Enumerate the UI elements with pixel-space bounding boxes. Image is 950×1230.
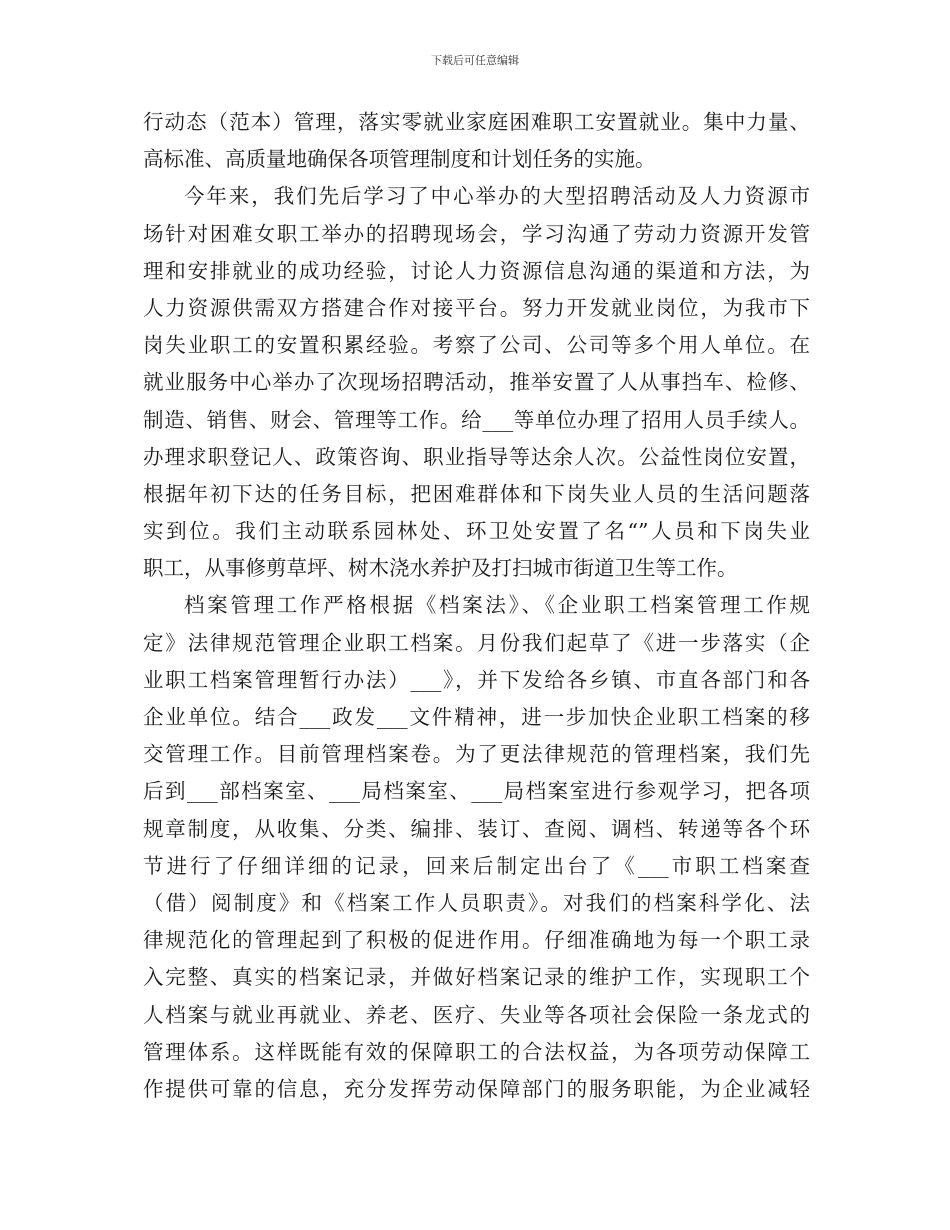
paragraph-1: [143, 104, 810, 178]
text-line: 办理求职登记人、政策咨询、职业指导等达余人次。公益性岗位安置，: [143, 444, 810, 469]
text-line: 场针对困难女职工举办的招聘现场会，学习沟通了劳动力资源开发管: [143, 221, 810, 246]
text-line: 高标准、高质量地确保各项管理制度和计划任务的实施。: [143, 147, 656, 172]
text-line: 档案管理工作严格根据《档案法》、《企业职工档案管理工作规: [184, 593, 810, 618]
text-line: 职工，从事修剪草坪、树木浇水养护及打扫城市街道卫生等工作。: [143, 556, 738, 581]
text-line: 作提供可靠的信息，充分发挥劳动保障部门的服务职能，为企业减轻: [143, 1076, 810, 1101]
text-line: 后到___部档案室、___局档案室、___局档案室进行参观学习，把各项: [143, 779, 810, 804]
text-line: 人档案与就业再就业、养老、医疗、失业等各项社会保险一条龙式的: [143, 1002, 810, 1027]
text-line: 节进行了仔细详细的记录，回来后制定出台了《___市职工档案查: [143, 853, 810, 878]
text-line: 定》法律规范管理企业职工档案。月份我们起草了《进一步落实（企: [143, 630, 810, 655]
text-line: 理和安排就业的成功经验，讨论人力资源信息沟通的渠道和方法，为: [143, 258, 810, 283]
paragraph-2: [143, 178, 810, 587]
text-line: 今年来，我们先后学习了中心举办的大型招聘活动及人力资源市: [184, 184, 810, 209]
text-line: 根据年初下达的任务目标，把困难群体和下岗失业人员的生活问题落: [143, 481, 810, 506]
text-line: 业职工档案管理暂行办法）___》，并下发给各乡镇、市直各部门和各: [143, 667, 810, 692]
page-header: 下载后可任意编辑: [431, 54, 519, 67]
text-line: 律规范化的管理起到了积极的促进作用。仔细准确地为每一个职工录: [143, 928, 810, 953]
text-line: 入完整、真实的档案记录，并做好档案记录的维护工作，实现职工个: [143, 965, 810, 990]
text-line: （借）阅制度》和《档案工作人员职责》。对我们的档案科学化、法: [143, 890, 810, 915]
text-line: 就业服务中心举办了次现场招聘活动，推举安置了人从事挡车、检修、: [143, 370, 810, 395]
text-line: 人力资源供需双方搭建合作对接平台。努力开发就业岗位，为我市下: [143, 295, 810, 320]
document-body: [143, 104, 810, 1108]
text-line: 岗失业职工的安置积累经验。考察了公司、公司等多个用人单位。在: [143, 333, 810, 358]
text-line: 交管理工作。目前管理档案卷。为了更法律规范的管理档案，我们先: [143, 742, 810, 767]
paragraph-3: [143, 587, 810, 1108]
text-line: 企业单位。结合___政发___文件精神，进一步加快企业职工档案的移: [143, 705, 810, 729]
text-line: 管理体系。这样既能有效的保障职工的合法权益，为各项劳动保障工: [143, 1039, 810, 1064]
text-line: 规章制度，从收集、分类、编排、装订、查阅、调档、转递等各个环: [143, 816, 810, 841]
text-line: 行动态（范本）管理，落实零就业家庭困难职工安置就业。集中力量、: [143, 110, 810, 134]
text-line: 制造、销售、财会、管理等工作。给___等单位办理了招用人员手续人。: [143, 407, 810, 432]
text-line: 实到位。我们主动联系园林处、环卫处安置了名“”人员和下岗失业: [143, 519, 810, 544]
